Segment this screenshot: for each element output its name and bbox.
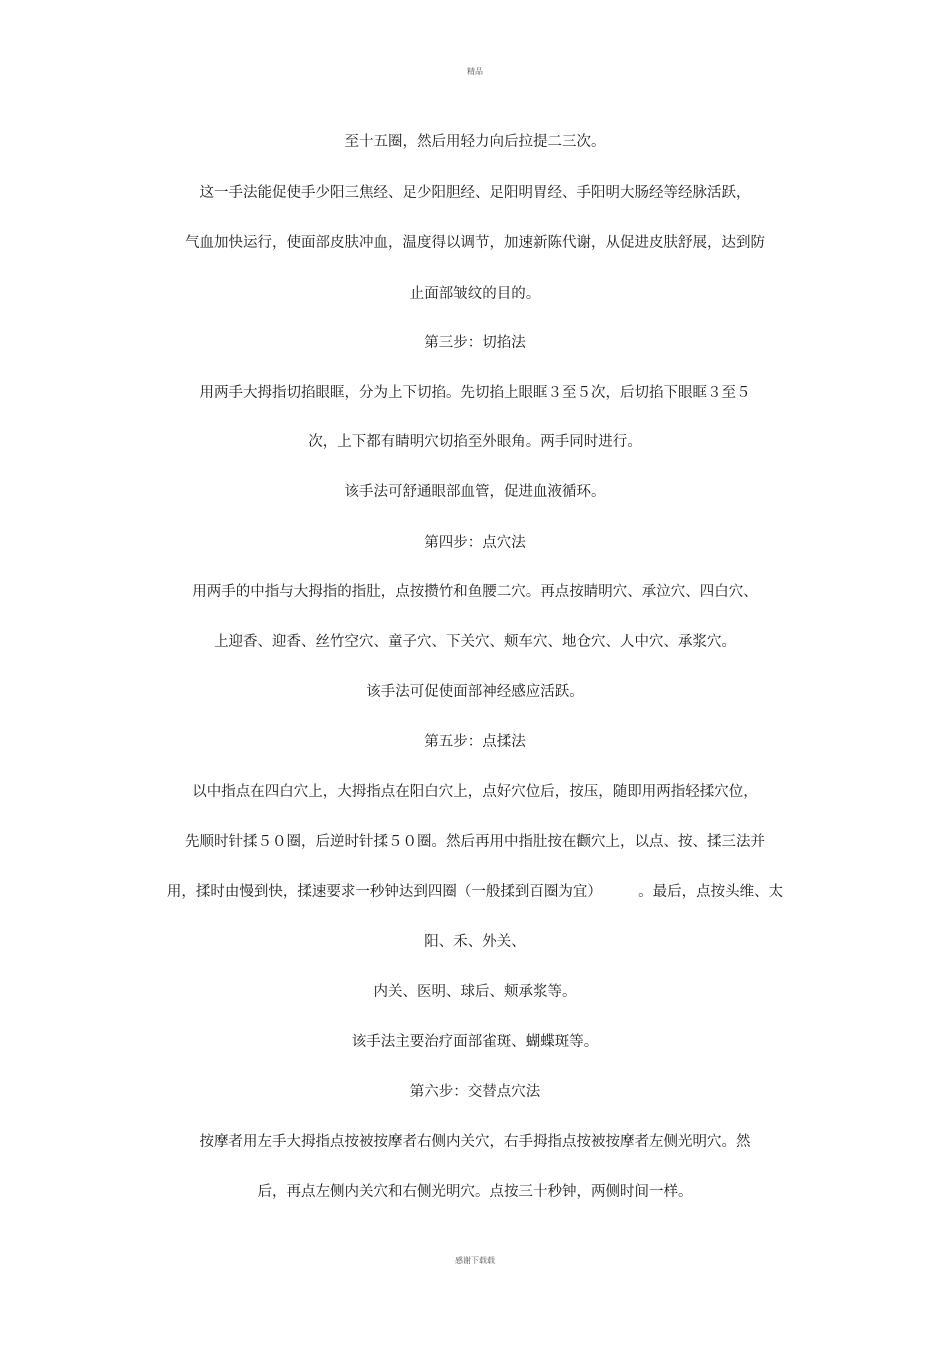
- text-line-4: 止面部皱纹的目的。: [409, 286, 541, 302]
- text-line-17: 阳、禾、外关、: [424, 934, 526, 950]
- section-heading-step3: 第三步：切掐法: [424, 335, 526, 351]
- text-line-6: 用两手大拇指切掐眼眶，分为上下切掐。先切掐上眼眶３至５次，后切掐下眼眶３至５: [199, 385, 751, 401]
- text-line-16: 用，揉时由慢到快，揉速要求一秒钟达到四圈（一般揉到百圈为宜） 。最后，点按头维、太: [166, 884, 784, 900]
- text-line-14: 以中指点在四白穴上，大拇指点在阳白穴上，点好穴位后，按压，随即用两指轻揉穴位，: [192, 784, 758, 800]
- text-line-11: 上迎香、迎香、丝竹空穴、童子穴、下关穴、颊车穴、地仓穴、人中穴、承浆穴。: [214, 634, 736, 650]
- section-heading-step4: 第四步：点穴法: [424, 535, 526, 551]
- text-line-12: 该手法可促使面部神经感应活跃。: [366, 684, 584, 700]
- text-line-21: 按摩者用左手大拇指点按被按摩者右侧内关穴，右手拇指点按被按摩者左侧光明穴。然: [199, 1134, 751, 1150]
- text-line-18: 内关、医明、球后、颊承浆等。: [373, 984, 577, 1000]
- page-header: 精品: [467, 67, 483, 76]
- text-line-2: 这一手法能促使手少阳三焦经、足少阳胆经、足阳明胃经、手阳明大肠经等经脉活跃，: [199, 185, 751, 201]
- section-heading-step6: 第六步：交替点穴法: [409, 1084, 541, 1100]
- text-line-3: 气血加快运行，使面部皮肤冲血，温度得以调节，加速新陈代谢，从促进皮肤舒展，达到防: [185, 235, 765, 251]
- text-line-10: 用两手的中指与大拇指的指肚，点按攒竹和鱼腰二穴。再点按睛明穴、承泣穴、四白穴、: [192, 584, 758, 600]
- text-line-7: 次，上下都有睛明穴切掐至外眼角。两手同时进行。: [308, 434, 642, 450]
- section-heading-step5: 第五步：点揉法: [424, 734, 526, 750]
- text-line-22: 后，再点左侧内关穴和右侧光明穴。点按三十秒钟，两侧时间一样。: [257, 1184, 693, 1200]
- page-footer: 感谢下载载: [455, 1256, 495, 1265]
- text-line-1: 至十五圈，然后用轻力向后拉提二三次。: [344, 134, 606, 150]
- text-line-15: 先顺时针揉５０圈，后逆时针揉５０圈。然后再用中指肚按在颧穴上，以点、按、揉三法并: [185, 834, 765, 850]
- text-line-8: 该手法可舒通眼部血管，促进血液循环。: [344, 484, 606, 500]
- text-line-19: 该手法主要治疗面部雀斑、蝴蝶斑等。: [351, 1034, 599, 1050]
